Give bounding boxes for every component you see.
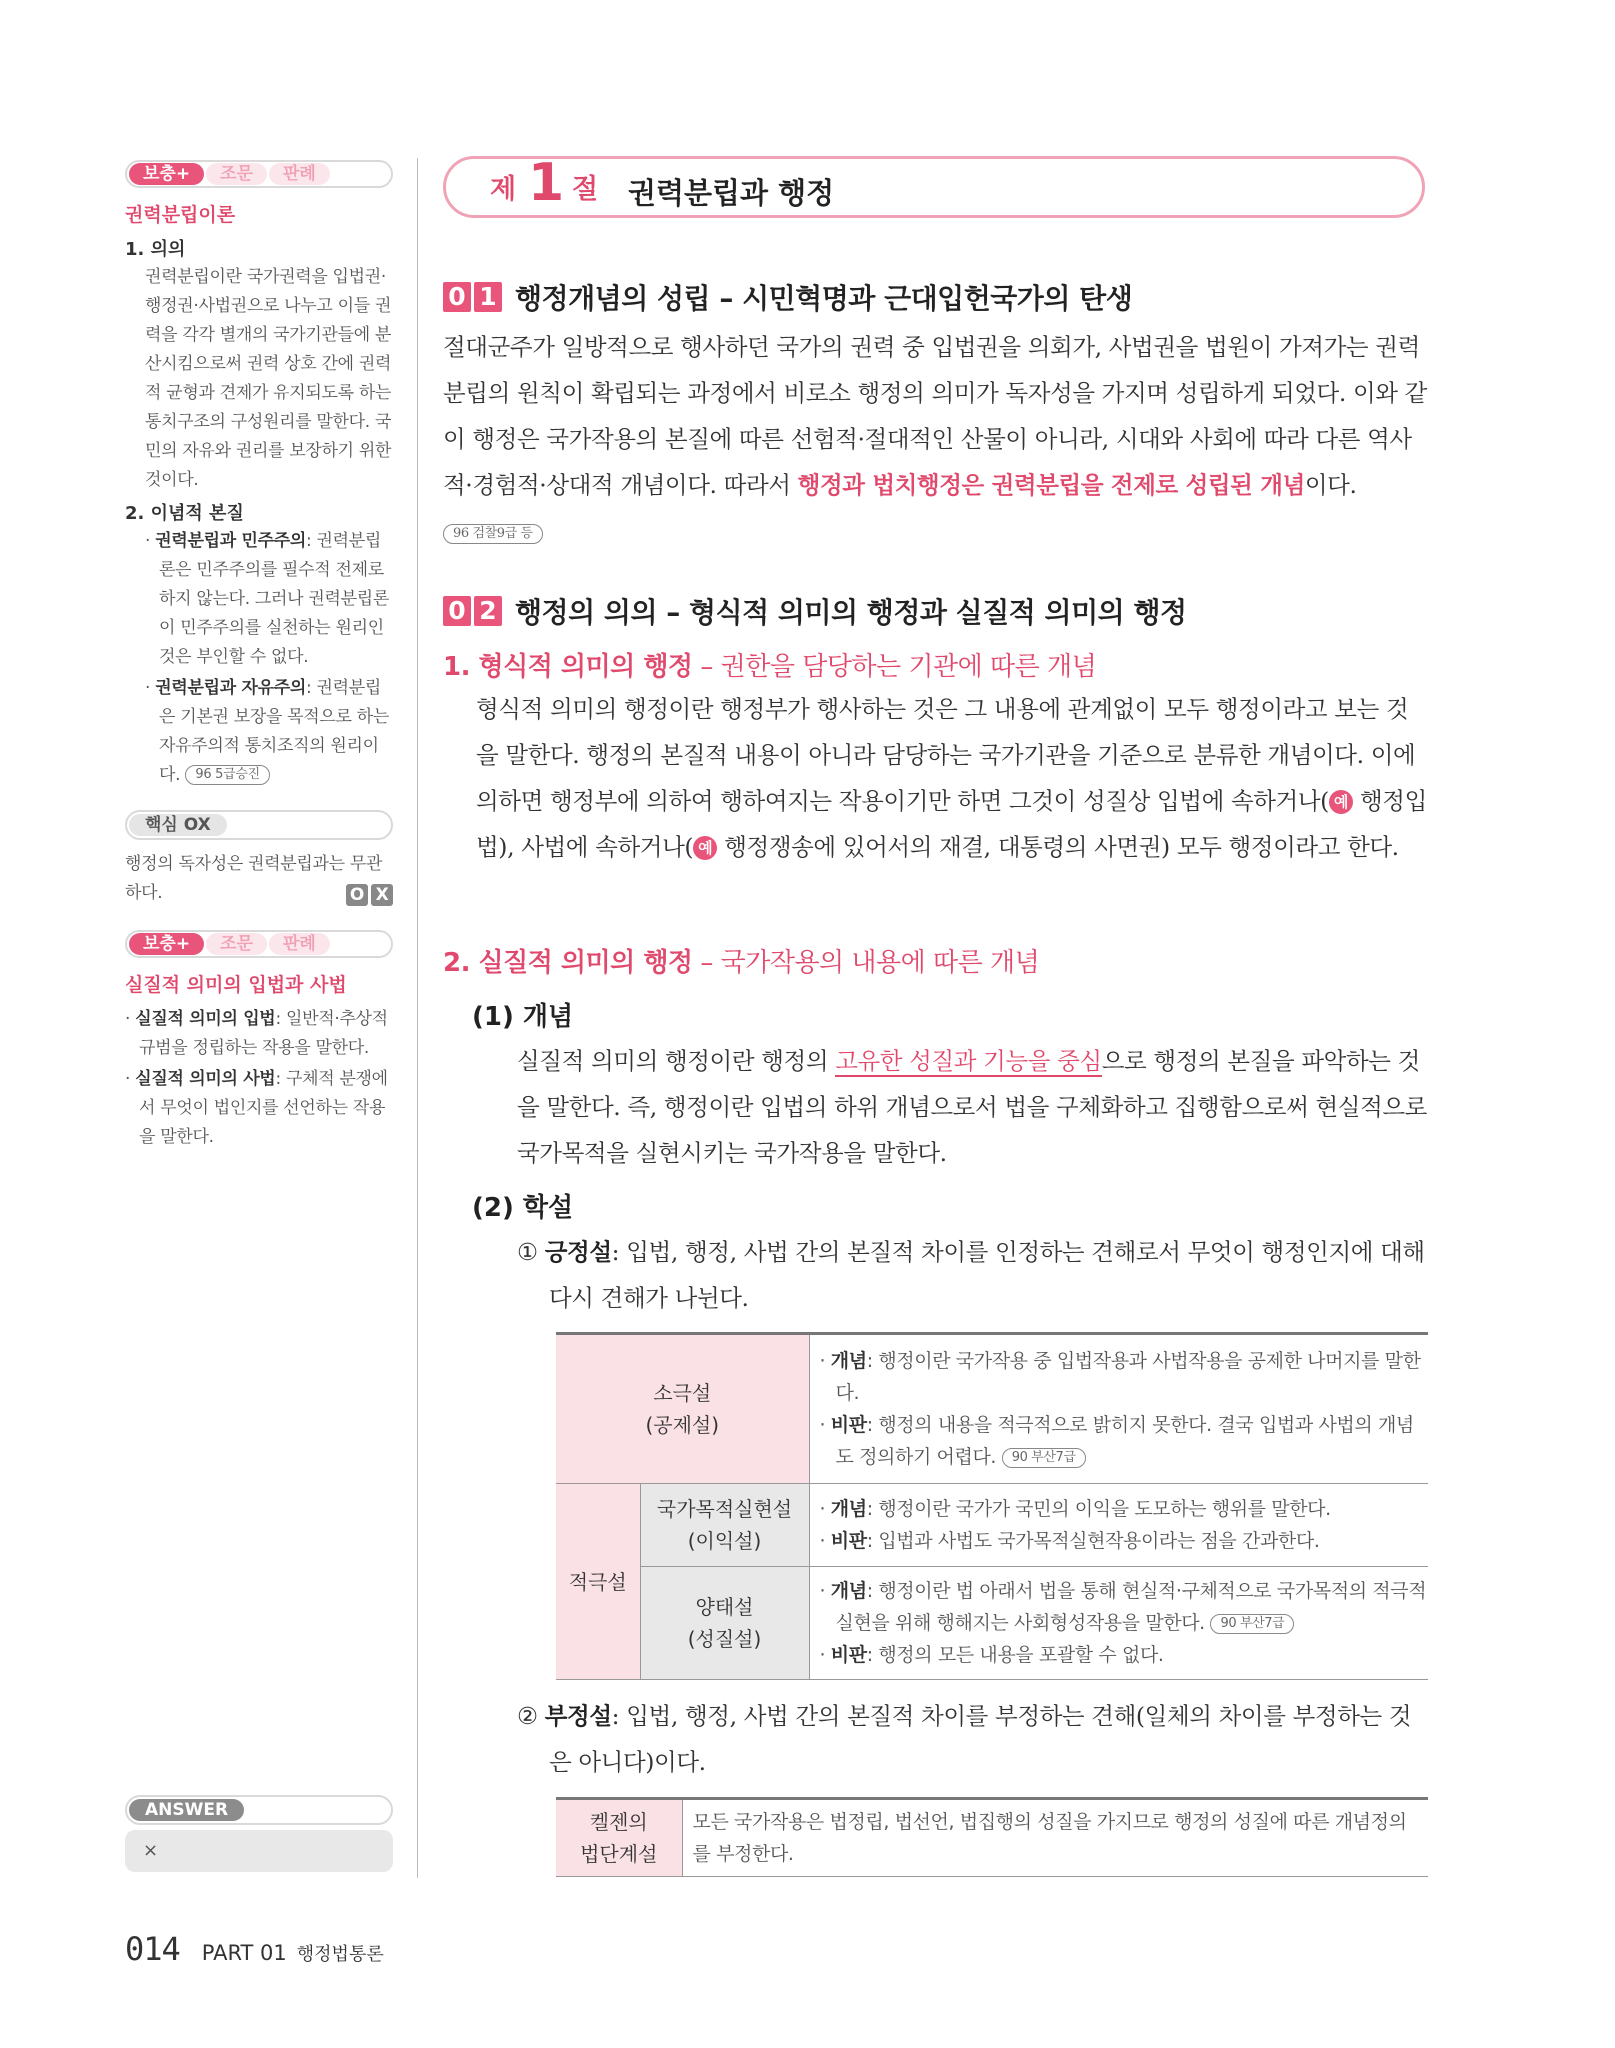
- table-label-negative-theory: 소극설 (공제설): [556, 1334, 809, 1484]
- heading-title: 행정개념의 성립 – 시민혁명과 근대입헌국가의 탄생: [515, 282, 1133, 315]
- exam-reference-badge: 90 부산7급: [1002, 1448, 1086, 1468]
- kelsen-table: [556, 1797, 1428, 1877]
- heading-number-digit: 0: [443, 596, 471, 626]
- part-label: PART 01: [201, 1941, 287, 1965]
- tab-article[interactable]: 조문: [206, 933, 267, 955]
- heading-number-digit: 2: [474, 596, 502, 626]
- sidebar-supplement-box: [125, 160, 393, 1154]
- table-label-mode-theory: 양태설 (성질설): [640, 1567, 809, 1680]
- sidebar-bullet: · 실질적 의미의 사법: 구체적 분쟁에서 무엇이 법인지를 선언하는 작용을 말한다.: [125, 1069, 388, 1147]
- sidebar-bullet: · 권력분립과 민주주의: 권력분립론은 민주주의를 필수적 전제로 하지 않는다. 그러나 권력분립론이 민주주의를 실천하는 원리인 것은 부인할 수 없다.: [145, 531, 390, 667]
- sidebar-item-text: 권력분립이란 국가권력을 입법권·행정권·사법권으로 나누고 이들 권력을 각각 별개의 국가기관들에 분산시킴으로써 권력 상호 간에 권력적 균형과 견제가 유지되도록 하는 통치구조의 구성원리를 말한다. 국민의 자유와 권리를 보장하기 위한 것이다.: [145, 267, 392, 490]
- heading-title: 행정의 의의 – 형식적 의미의 행정과 실질적 의미의 행정: [515, 596, 1187, 629]
- tab-precedent[interactable]: 판례: [269, 163, 330, 185]
- subheading-formal-administration: 1. 형식적 의미의 행정 – 권한을 담당하는 기관에 따른 개념: [443, 652, 1097, 682]
- x-answer-icon[interactable]: X: [371, 884, 393, 906]
- heading-number-digit: 1: [474, 282, 502, 312]
- tab-bar: [125, 160, 393, 188]
- exam-reference-badge: 96 5급승진: [185, 765, 270, 785]
- theory-table: [556, 1332, 1428, 1680]
- answer-bar: [125, 1795, 393, 1825]
- highlight-text: 행정과 법치행정은 권력분립을 전제로 성립된 개념: [797, 471, 1305, 499]
- table-label-kelsen: 켈젠의 법단계설: [556, 1799, 682, 1877]
- sidebar-bullet: · 실질적 의미의 입법: 일반적·추상적 규범을 정립하는 작용을 말한다.: [125, 1009, 388, 1058]
- table-label-state-purpose-theory: 국가목적실현설 (이익설): [640, 1484, 809, 1567]
- section-prefix: 제: [490, 174, 517, 205]
- o-answer-icon[interactable]: O: [346, 884, 368, 906]
- exam-reference-badge: 90 부산7급: [1210, 1614, 1294, 1634]
- ox-quiz-bar: [125, 810, 393, 840]
- page-number: 014: [125, 1930, 180, 1968]
- sidebar-bullet: · 권력분립과 자유주의: 권력분립은 기본권 보장을 목적으로 하는 자유주의적 통치조직의 원리이다. 96 5급승진: [145, 678, 390, 785]
- ox-quiz-question: 행정의 독자성은 권력분립과는 무관하다. O X: [125, 850, 393, 908]
- column-divider: [417, 158, 418, 1878]
- theory-negative: ② 부정설: 입법, 행정, 사법 간의 본질적 차이를 부정하는 견해(일체의 차이를 부정하는 것은 아니다)이다.: [517, 1702, 1412, 1776]
- exam-reference-badge: 96 검찰9급 등: [443, 524, 543, 544]
- section-title: 권력분립과 행정: [628, 176, 835, 210]
- example-icon: 예: [693, 836, 717, 860]
- heading-01: [443, 277, 1132, 317]
- page-footer: [125, 1930, 384, 1968]
- tab-article[interactable]: 조문: [206, 163, 267, 185]
- tab-bar: [125, 930, 393, 958]
- paragraph-01: 절대군주가 일방적으로 행사하던 국가의 권력 중 입법권을 의회가, 사법권을 법원이 가져가는 권력분립의 원칙이 확립되는 과정에서 비로소 행정의 의미가 독자성을 가지며 성립하게 되었다. 이와 같이 행정은 국가작용의 본질에 따른 선험적·절대적인 산물이 아니라, 시대와 사회에 따라 다른 역사적·경험적·상대적 개념이다. 따라서 행정과 법치행정은 권력분립을 전제로 성립된 개념이다. 96 검찰9급 등: [443, 324, 1428, 554]
- table-label-positive-theory: 적극설: [556, 1484, 640, 1680]
- heading-number-digit: 0: [443, 282, 471, 312]
- sidebar-item-title: 2. 이념적 본질: [125, 503, 244, 524]
- tab-precedent[interactable]: 판례: [269, 933, 330, 955]
- tab-supplement[interactable]: 보충+: [129, 163, 204, 185]
- paragraph-formal-administration: 형식적 의미의 행정이란 행정부가 행사하는 것은 그 내용에 관계없이 모두 행정이라고 보는 것을 말한다. 행정의 본질적 내용이 아니라 담당하는 국가기관을 기준으로 분류한 개념이다. 이에 의하면 행정부에 의하여 행하여지는 작용이기만 하면 그것이 성질상 입법에 속하거나( 예 행정입법), 사법에 속하거나( 예 행정쟁송에 있어서의 재결, 대통령의 사면권) 모두 행정이라고 한다.: [476, 695, 1427, 861]
- ox-quiz-label: 핵심 OX: [129, 814, 227, 836]
- answer-label: ANSWER: [129, 1799, 244, 1821]
- section-header: [443, 153, 1425, 218]
- paragraph-concept: 실질적 의미의 행정이란 행정의 고유한 성질과 기능을 중심으로 행정의 본질을 파악하는 것을 말한다. 즉, 행정이란 입법의 하위 개념으로서 법을 구체화하고 집행함으로써 현실적으로 국가목적을 실현시키는 국가작용을 말한다.: [517, 1047, 1427, 1167]
- example-icon: 예: [1329, 790, 1353, 814]
- table-desc: 모든 국가작용은 법정립, 법선언, 법집행의 성질을 가지므로 행정의 성질에 따른 개념정의를 부정한다.: [682, 1799, 1428, 1877]
- table-desc: · 개념: 행정이란 국가작용 중 입법작용과 사법작용을 공제한 나머지를 말한다. · 비판: 행정의 내용을 적극적으로 밝히지 못한다. 결국 입법과 사법의 개념도 정의하기 어렵다. 90 부산7급: [809, 1334, 1428, 1484]
- highlight-text: 고유한 성질과 기능을 중심: [835, 1047, 1102, 1075]
- heading-02: [443, 591, 1187, 631]
- subheading-theories: (2) 학설: [472, 1193, 574, 1223]
- theory-affirmative: ① 긍정설: 입법, 행정, 사법 간의 본질적 차이를 인정하는 견해로서 무엇이 행정인지에 대해 다시 견해가 나뉜다.: [517, 1238, 1425, 1312]
- sidebar-item-title: 1. 의의: [125, 239, 186, 260]
- section-suffix: 절: [572, 174, 599, 205]
- answer-value: ×: [125, 1830, 393, 1872]
- part-title: 행정법통론: [296, 1944, 384, 1965]
- sidebar-heading: 권력분립이론: [125, 204, 236, 226]
- section-number: 1: [528, 153, 565, 213]
- subheading-material-administration: 2. 실질적 의미의 행정 – 국가작용의 내용에 따른 개념: [443, 948, 1040, 978]
- table-desc: · 개념: 행정이란 법 아래서 법을 통해 현실적·구체적으로 국가목적의 적극적 실현을 위해 행해지는 사회형성작용을 말한다. 90 부산7급 · 비판: 행정의 모든 내용을 포괄할 수 없다.: [809, 1567, 1428, 1680]
- subheading-concept: (1) 개념: [472, 1002, 574, 1032]
- table-desc: · 개념: 행정이란 국가가 국민의 이익을 도모하는 행위를 말한다. · 비판: 입법과 사법도 국가목적실현작용이라는 점을 간과한다.: [809, 1484, 1428, 1567]
- tab-supplement[interactable]: 보충+: [129, 933, 204, 955]
- sidebar-heading: 실질적 의미의 입법과 사법: [125, 974, 347, 996]
